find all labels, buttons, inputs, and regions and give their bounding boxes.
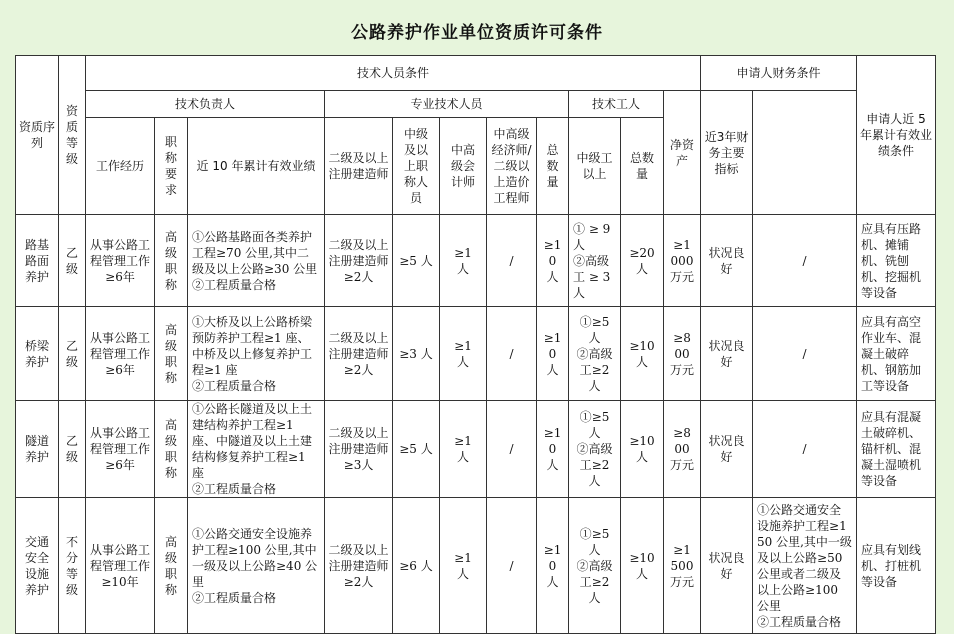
header-mid-worker: 中级工以上 — [569, 118, 621, 215]
header-work-experience: 工作经历 — [86, 118, 155, 215]
row-five-year: / — [753, 215, 857, 307]
qualification-table — [15, 55, 936, 634]
row-five-year: / — [753, 307, 857, 401]
table-row — [16, 498, 936, 634]
row-performance: ①大桥及以上公路桥梁预防养护工程≥1 座、中桥及以上修复养护工程≥1 座 ②工程质量合格 — [188, 307, 325, 401]
row-title-req: 高级职称 — [155, 215, 188, 307]
row-accountant: ≥1人 — [440, 215, 487, 307]
row-mid-worker: ①≥5 人 ②高级工≥2 人 — [569, 401, 621, 498]
row-staff-total: ≥10人 — [537, 307, 569, 401]
row-finance: 状况良好 — [701, 498, 753, 634]
row-net-assets: ≥1000万元 — [664, 215, 701, 307]
row-five-year: ①公路交通安全设施养护工程≥150 公里,其中一级及以上公路≥50 公里或者二级及以上公路≥100 公里 ②工程质量合格 — [753, 498, 857, 634]
row-staff-total: ≥10人 — [537, 498, 569, 634]
row-economist: / — [487, 401, 537, 498]
row-net-assets: ≥1500万元 — [664, 498, 701, 634]
header-three-year-finance: 近3年财务主要指标 — [701, 91, 753, 215]
row-experience: 从事公路工程管理工作≥6年 — [86, 307, 155, 401]
header-qualification-series: 资质序列 — [16, 56, 59, 215]
table-row — [16, 215, 936, 307]
header-financial-conditions: 申请人财务条件 — [701, 56, 857, 91]
row-accountant: ≥1人 — [440, 307, 487, 401]
header-qualification-level: 资质等级 — [59, 56, 86, 215]
header-worker-total: 总数量 — [621, 118, 664, 215]
header-title-requirement: 职称要求 — [155, 118, 188, 215]
row-mid-worker: ①≥5 人 ②高级工≥2 人 — [569, 307, 621, 401]
row-five-year: / — [753, 401, 857, 498]
header-staff-total: 总数量 — [537, 118, 569, 215]
row-series: 交通安全设施养护 — [16, 498, 59, 634]
row-series: 隧道养护 — [16, 401, 59, 498]
row-equipment: 应具有划线机、打桩机等设备 — [857, 498, 936, 634]
row-performance: ①公路基路面各类养护工程≥70 公里,其中二级及以上公路≥30 公里 ②工程质量合格 — [188, 215, 325, 307]
row-mid-title: ≥5 人 — [393, 215, 440, 307]
row-performance: ①公路交通安全设施养护工程≥100 公里,其中一级及以上公路≥40 公里 ②工程质量合格 — [188, 498, 325, 634]
row-experience: 从事公路工程管理工作≥6年 — [86, 215, 155, 307]
row-worker-total: ≥10人 — [621, 498, 664, 634]
page-title: 公路养护作业单位资质许可条件 — [351, 23, 603, 43]
header-level2-engineer: 二级及以上注册建造师 — [325, 118, 393, 215]
row-accountant: ≥1人 — [440, 401, 487, 498]
row-net-assets: ≥800万元 — [664, 401, 701, 498]
header-professional-staff: 专业技术人员 — [325, 91, 569, 118]
row-equipment: 应具有混凝土破碎机、锚杆机、混凝土湿喷机等设备 — [857, 401, 936, 498]
header-net-assets: 净资产 — [664, 91, 701, 215]
row-economist: / — [487, 498, 537, 634]
row-engineer: 二级及以上注册建造师≥3人 — [325, 401, 393, 498]
header-tech-leader: 技术负责人 — [86, 91, 325, 118]
row-level: 乙级 — [59, 307, 86, 401]
row-engineer: 二级及以上注册建造师≥2人 — [325, 215, 393, 307]
header-five-year-performance: 申请人近 5 年累计有效业绩条件 — [857, 56, 936, 215]
row-net-assets: ≥800万元 — [664, 307, 701, 401]
row-worker-total: ≥10人 — [621, 401, 664, 498]
header-tech-workers: 技术工人 — [569, 91, 664, 118]
row-economist: / — [487, 215, 537, 307]
row-title-req: 高级职称 — [155, 498, 188, 634]
row-level: 乙级 — [59, 401, 86, 498]
row-engineer: 二级及以上注册建造师≥2人 — [325, 498, 393, 634]
row-experience: 从事公路工程管理工作≥10年 — [86, 498, 155, 634]
row-worker-total: ≥20人 — [621, 215, 664, 307]
header-mid-title-staff: 中级及以上职称人员 — [393, 118, 440, 215]
row-worker-total: ≥10人 — [621, 307, 664, 401]
row-finance: 状况良好 — [701, 401, 753, 498]
row-mid-title: ≥3 人 — [393, 307, 440, 401]
row-mid-title: ≥5 人 — [393, 401, 440, 498]
row-staff-total: ≥10人 — [537, 215, 569, 307]
row-equipment: 应具有压路机、摊铺机、铣刨机、挖掘机等设备 — [857, 215, 936, 307]
header-mid-accountant: 中高级会计师 — [440, 118, 487, 215]
row-mid-title: ≥6 人 — [393, 498, 440, 634]
row-title-req: 高级职称 — [155, 307, 188, 401]
row-accountant: ≥1人 — [440, 498, 487, 634]
row-staff-total: ≥10人 — [537, 401, 569, 498]
row-series: 路基路面养护 — [16, 215, 59, 307]
row-performance: ①公路长隧道及以上土建结构养护工程≥1 座、中隧道及以上土建结构修复养护工程≥1 座 ②工程质量合格 — [188, 401, 325, 498]
row-title-req: 高级职称 — [155, 401, 188, 498]
row-economist: / — [487, 307, 537, 401]
table-row — [16, 401, 936, 498]
row-mid-worker: ①≥5 人 ②高级工≥2 人 — [569, 498, 621, 634]
row-experience: 从事公路工程管理工作≥6年 — [86, 401, 155, 498]
row-level: 乙级 — [59, 215, 86, 307]
row-engineer: 二级及以上注册建造师≥2人 — [325, 307, 393, 401]
table-row — [16, 307, 936, 401]
header-ten-year-performance: 近 10 年累计有效业绩 — [188, 118, 325, 215]
header-economist-cost: 中高级经济师/二级以上造价工程师 — [487, 118, 537, 215]
row-finance: 状况良好 — [701, 307, 753, 401]
row-level: 不分等级 — [59, 498, 86, 634]
row-mid-worker: ① ≥ 9 人 ②高级工 ≥ 3 人 — [569, 215, 621, 307]
row-equipment: 应具有高空作业车、混凝土破碎机、钢筋加工等设备 — [857, 307, 936, 401]
header-tech-conditions: 技术人员条件 — [86, 56, 701, 91]
row-series: 桥梁养护 — [16, 307, 59, 401]
row-finance: 状况良好 — [701, 215, 753, 307]
